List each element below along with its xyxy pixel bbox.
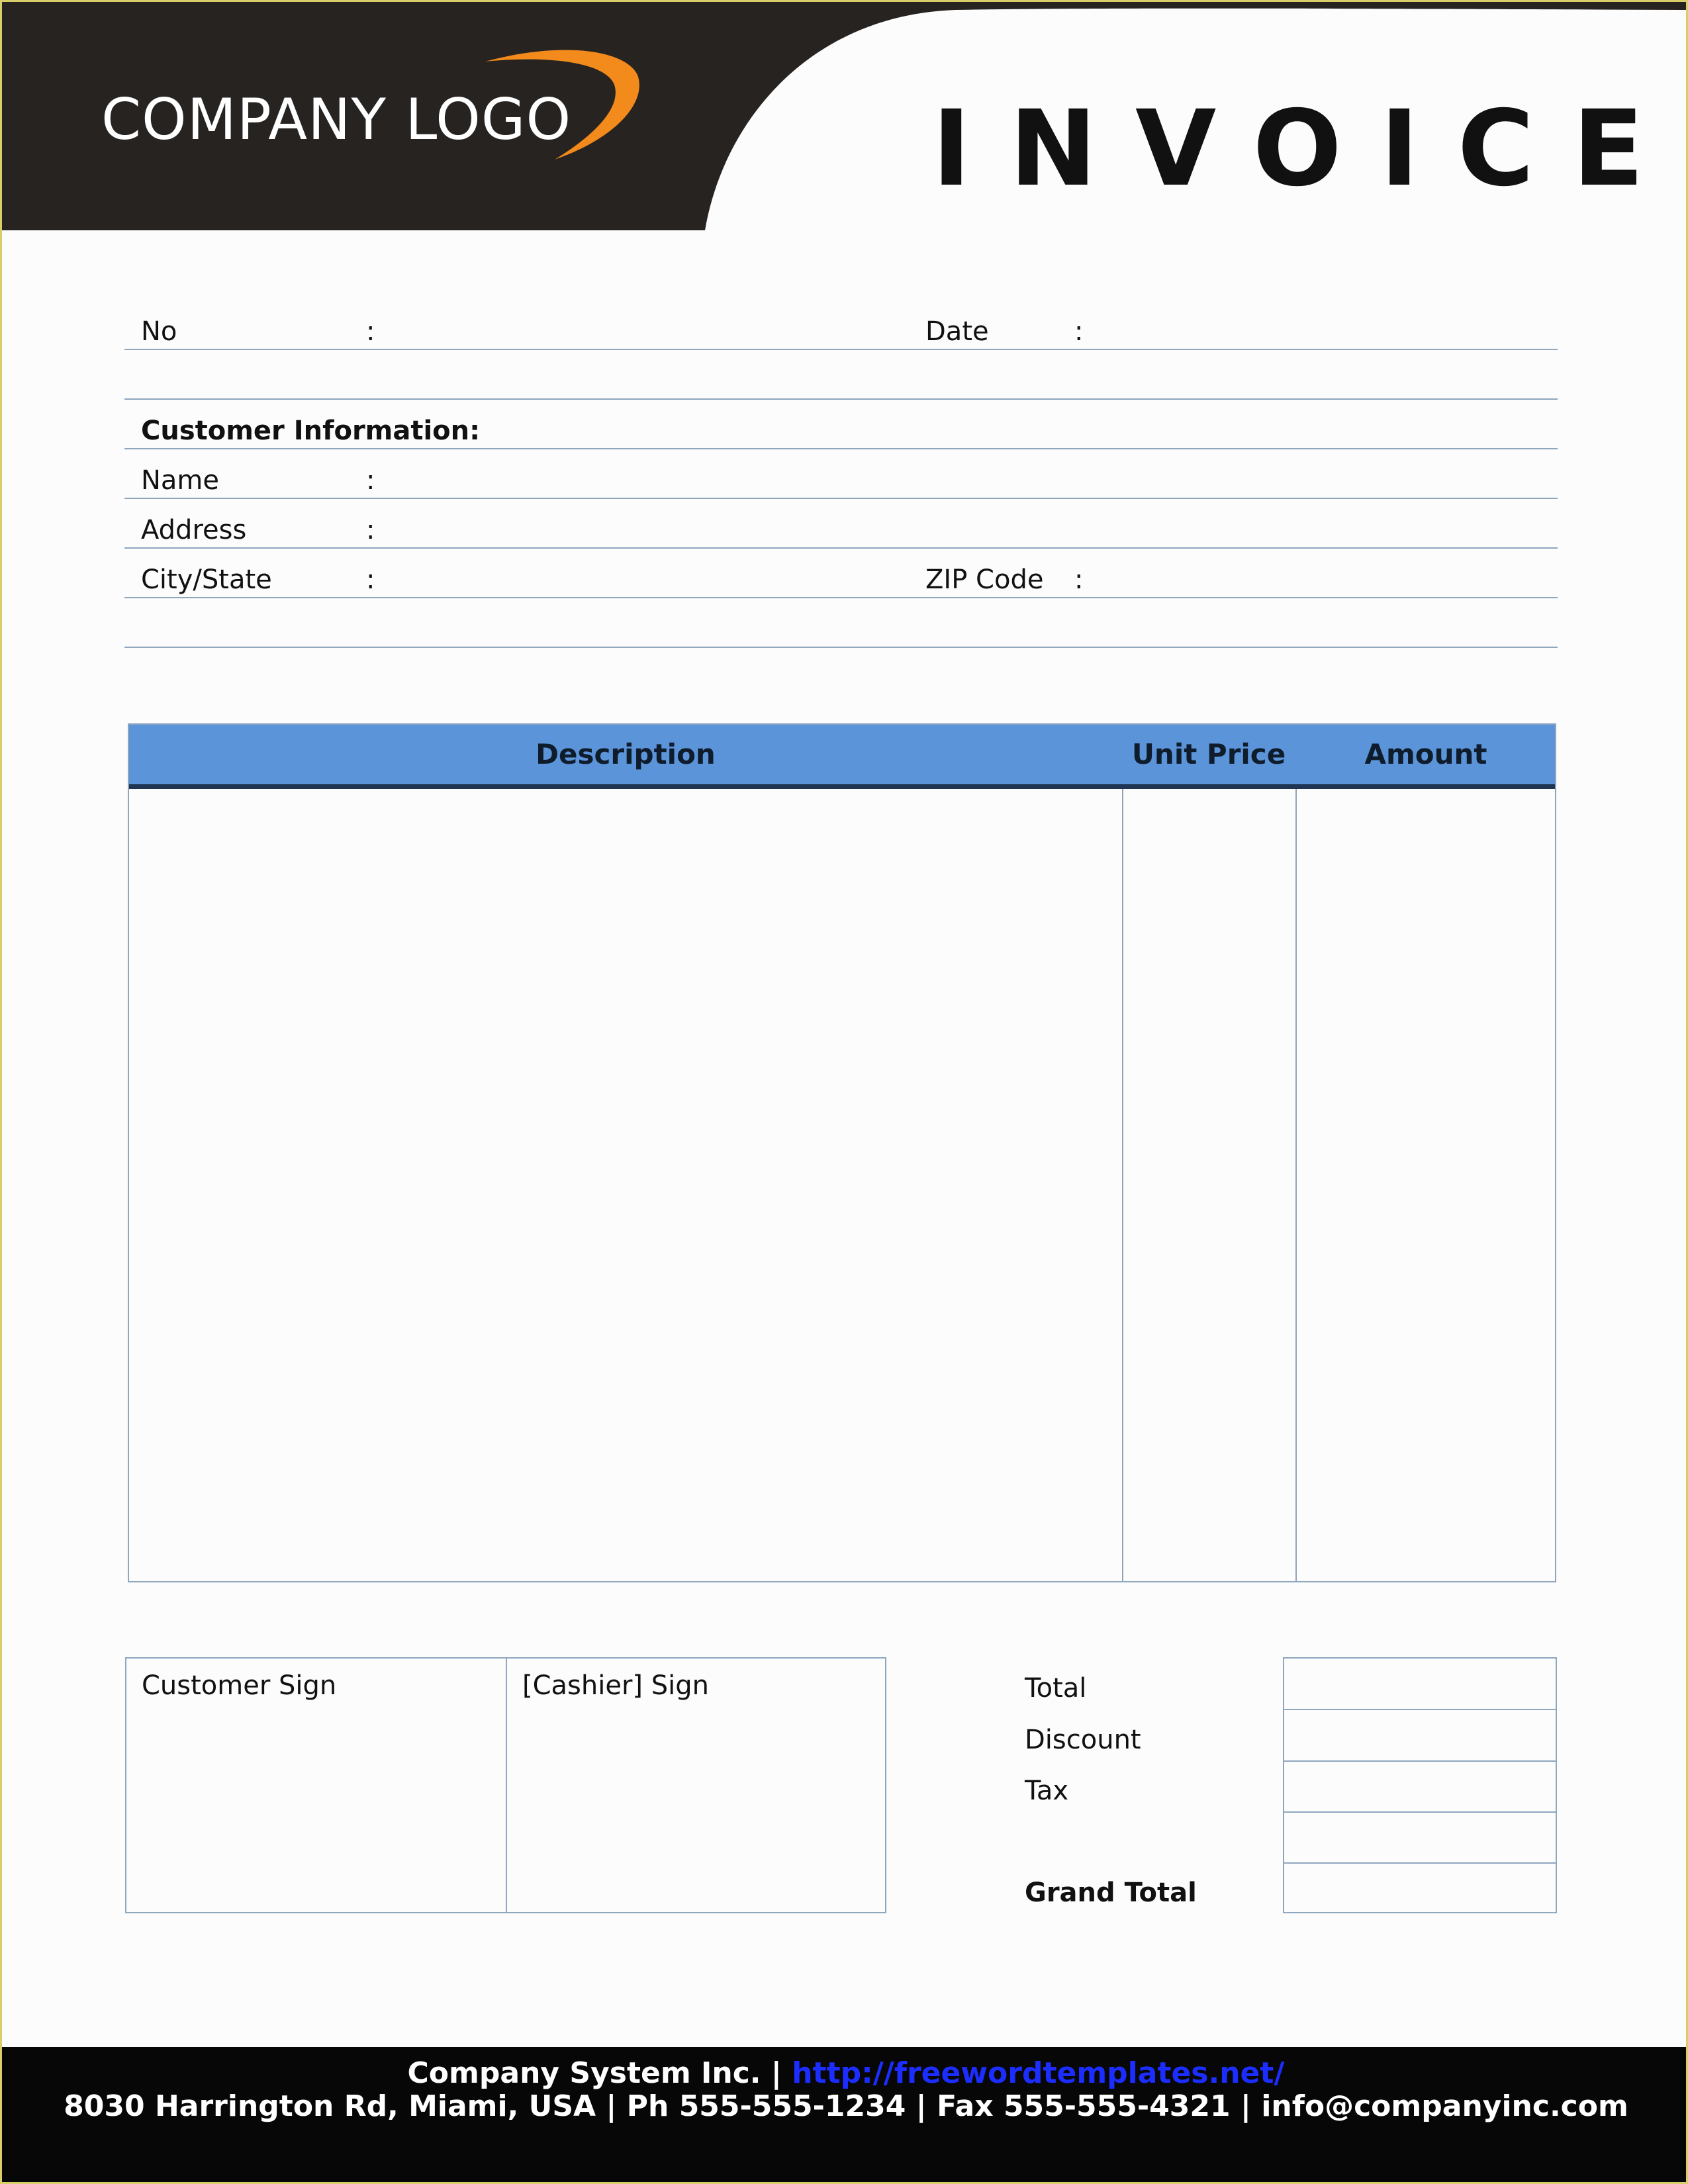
address-colon: : [366,515,375,545]
footer [2,2047,1688,2184]
rule-line [124,547,1558,549]
no-field[interactable] [379,313,909,346]
items-table-header [129,725,1555,789]
rule-line [124,448,1558,449]
rule-line [124,597,1558,598]
no-colon: : [366,316,375,347]
footer-company-line [2,2056,1688,2090]
total-value-cell[interactable] [1284,1659,1556,1709]
unit-price-column-cell[interactable] [1123,789,1295,1581]
column-header-description: Description [536,738,716,770]
rule-line [124,647,1558,648]
city-state-label: City/State [141,565,272,595]
footer-company-name: Company System Inc. | [407,2056,782,2090]
discount-value-cell[interactable] [1284,1710,1556,1760]
city-state-colon: : [366,565,375,595]
invoice-title: INVOICE [932,88,1683,210]
zip-code-label: ZIP Code [925,565,1044,595]
tax-value-cell[interactable] [1284,1762,1556,1812]
address-field[interactable] [379,512,1551,545]
footer-website-link[interactable]: http://freewordtemplates.net/ [792,2056,1285,2090]
name-field[interactable] [379,462,1551,495]
customer-sign-area[interactable] [126,1705,506,1912]
description-column-cell[interactable] [129,789,1122,1581]
cashier-sign-label: [Cashier] Sign [522,1670,709,1701]
totals-box [1283,1657,1557,1913]
name-colon: : [366,465,375,496]
customer-sign-label: Customer Sign [142,1670,337,1701]
date-label: Date [925,316,989,347]
name-label: Name [141,465,220,496]
no-label: No [141,316,177,347]
column-header-unit-price: Unit Price [1131,738,1286,770]
address-label: Address [141,515,247,545]
column-header-amount: Amount [1364,738,1487,770]
tax-label: Tax [1025,1776,1068,1806]
rule-line [124,349,1558,350]
cashier-sign-area[interactable] [507,1705,885,1912]
items-table [128,723,1556,1582]
date-field[interactable] [1088,313,1551,346]
rule-line [124,398,1558,400]
zip-code-colon: : [1074,565,1084,595]
zip-code-field[interactable] [1088,561,1551,594]
customer-info-heading: Customer Information: [141,416,481,446]
grand-total-value-cell[interactable] [1284,1864,1556,1913]
total-label: Total [1025,1673,1087,1704]
date-colon: : [1074,316,1084,347]
footer-address-line: 8030 Harrington Rd, Miami, USA | Ph 555-555-1234 | Fax 555-555-4321 | info@companyinc.com [64,2089,1628,2123]
grand-total-label: Grand Total [1025,1878,1197,1908]
blank-value-cell[interactable] [1284,1813,1556,1863]
signature-boxes [125,1657,886,1913]
discount-label: Discount [1025,1725,1141,1755]
amount-column-cell[interactable] [1297,789,1555,1581]
city-state-field[interactable] [379,561,909,594]
company-logo-text: COMPANY LOGO [101,87,572,153]
rule-line [124,498,1558,499]
